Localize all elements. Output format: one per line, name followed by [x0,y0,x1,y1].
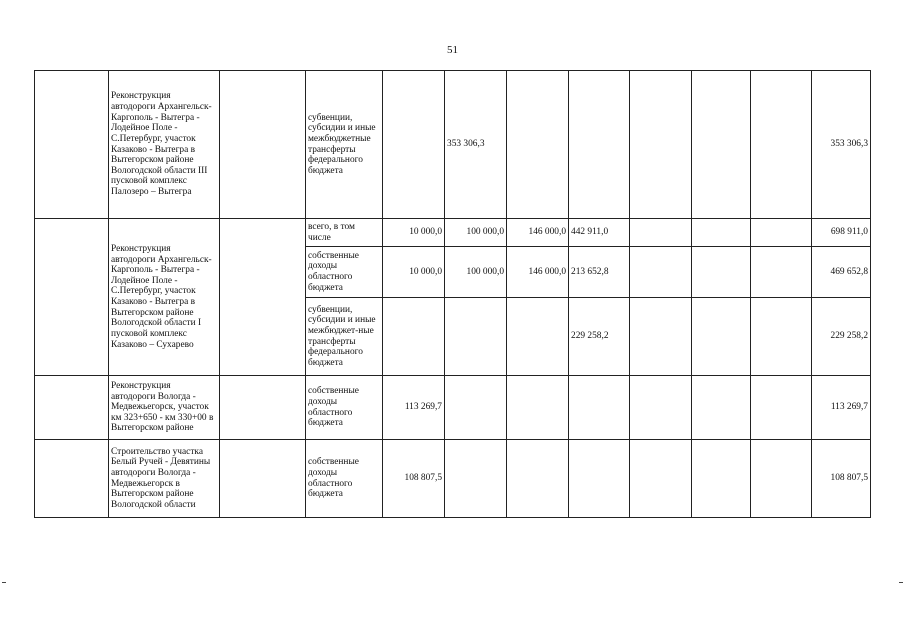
value-cell [383,298,445,376]
table-row [35,71,871,219]
value-cell [751,219,812,247]
funding-source-label: собственные доходы областного бюджета [308,386,359,429]
value-cell [692,247,751,298]
value-cell: 113 269,7 [383,376,445,440]
table-row [35,440,871,518]
total-cell: 108 807,5 [812,440,871,518]
value-cell [630,440,692,518]
value-cell [751,298,812,376]
value-cell [751,247,812,298]
table-row [35,219,871,247]
funding-source-label: субвенции, субсидии и иные межбюджетные трансферты федерального бюджета [308,112,376,176]
value-cell [445,440,507,518]
empty-cell [220,440,306,518]
value-cell [507,440,569,518]
value-cell [630,298,692,376]
empty-cell [220,376,306,440]
value-cell [445,376,507,440]
value-cell [751,376,812,440]
value-cell [751,440,812,518]
value-cell: 100 000,0 [445,219,507,247]
value-cell [630,247,692,298]
value-cell [630,71,692,219]
funding-source [306,247,383,298]
value-cell: 229 258,2 [569,298,630,376]
value-cell [383,71,445,219]
value-cell [692,376,751,440]
empty-cell [220,219,306,376]
value-cell [630,376,692,440]
value-cell [569,71,630,219]
object-name: Строительство участка Белый Ручей - Девятины автодороги Вологда - Медвежьегорск в Вытегорском районе Вологодской области [109,440,220,518]
budget-table [34,70,871,518]
object-name: Реконструкция автодороги Вологда - Медвежьегорск, участок км 323+650 - км 330+00 в Вытегорском районе [109,376,220,440]
value-cell [692,219,751,247]
value-cell [692,71,751,219]
value-cell [569,440,630,518]
value-cell [507,71,569,219]
funding-source [306,71,383,219]
table-row [35,376,871,440]
scan-edge-mark-left [2,582,6,583]
value-cell: 146 000,0 [507,247,569,298]
funding-source [306,376,383,440]
funding-source-label: собственные доходы областного бюджета [308,250,359,293]
value-cell: 442 911,0 [569,219,630,247]
funding-source [306,440,383,518]
value-cell [692,298,751,376]
scan-edge-mark-right [899,582,903,583]
value-cell: 353 306,3 [445,71,507,219]
funding-source [306,298,383,376]
total-cell: 698 911,0 [812,219,871,247]
total-cell: 229 258,2 [812,298,871,376]
page-number: 51 [447,44,458,56]
funding-source [306,219,383,247]
value-cell [507,376,569,440]
value-cell [751,71,812,219]
total-cell: 113 269,7 [812,376,871,440]
value-cell [569,376,630,440]
value-cell [507,298,569,376]
empty-cell [220,71,306,219]
empty-cell [35,440,109,518]
total-cell: 469 652,8 [812,247,871,298]
value-cell: 10 000,0 [383,219,445,247]
funding-source-label: субвенции, субсидии и иные межбюджет-ные трансферты федерального бюджета [308,304,376,368]
value-cell: 108 807,5 [383,440,445,518]
total-cell: 353 306,3 [812,71,871,219]
empty-cell [35,219,109,376]
value-cell: 10 000,0 [383,247,445,298]
value-cell: 213 652,8 [569,247,630,298]
value-cell: 146 000,0 [507,219,569,247]
value-cell: 100 000,0 [445,247,507,298]
empty-cell [35,376,109,440]
value-cell [692,440,751,518]
value-cell [630,219,692,247]
object-name: Реконструкция автодороги Архангельск-Каргополь - Вытегра - Лодейное Поле - С.Петербург, участок Казаково - Вытегра в Вытегорском районе Вологодской области I пусковой комплекс Казаково – Сухарево [109,219,220,376]
value-cell [445,298,507,376]
funding-source-label: всего, в том числе [308,221,355,243]
object-name: Реконструкция автодороги Архангельск-Каргополь - Вытегра - Лодейное Поле - С.Петербург, участок Казаково - Вытегра в Вытегорском районе Вологодской области III пусковой комплекс Палозеро – Вытегра [109,71,220,219]
empty-cell [35,71,109,219]
funding-source-label: собственные доходы областного бюджета [308,457,359,500]
